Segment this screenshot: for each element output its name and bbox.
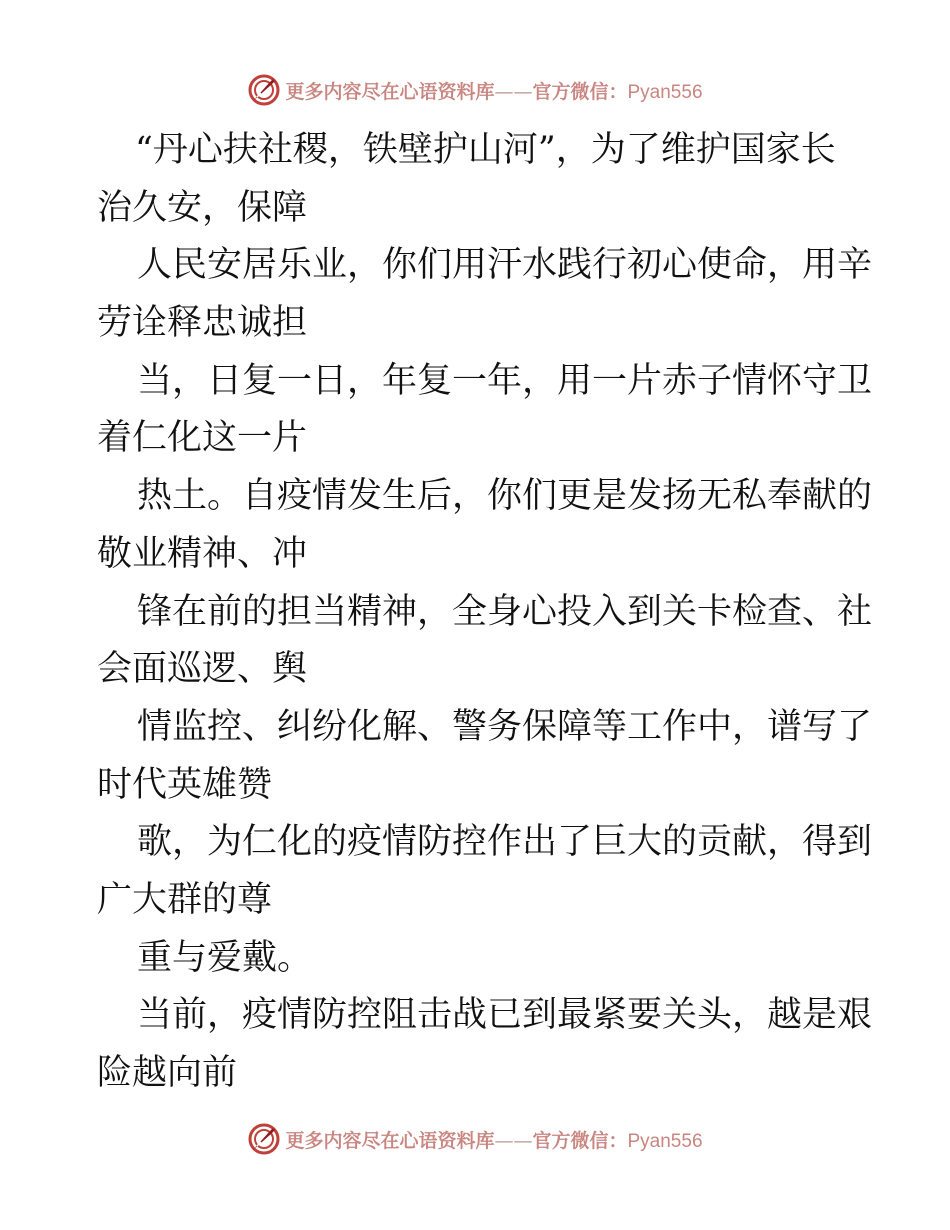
- text-line: 锋在前的担当精神，全身心投入到关卡检查、社: [137, 591, 873, 632]
- footer-watermark: [0, 1121, 950, 1157]
- quill-logo-icon: [247, 1122, 281, 1156]
- text-line: 劳诠释忠诚担: [97, 303, 308, 344]
- text-line: “丹心扶社稷，铁壁护山河”，为了维护国家长: [135, 130, 836, 170]
- text-line: 重与爱戴。: [137, 937, 313, 978]
- quill-logo-icon: [247, 73, 281, 107]
- text-line: 广大群的尊: [97, 879, 273, 920]
- text-line: 热土。自疫情发生后，你们更是发扬无私奉献的: [137, 476, 873, 517]
- header-watermark: [0, 72, 950, 108]
- text-line: 时代英雄赞: [97, 764, 273, 805]
- text-line: 会面巡逻、舆: [97, 649, 308, 690]
- text-line: 歌，为仁化的疫情防控作出了巨大的贡献，得到: [137, 822, 873, 863]
- text-line: 人民安居乐业，你们用汗水践行初心使命，用辛: [137, 245, 873, 286]
- text-line: 险越向前: [97, 1053, 238, 1093]
- text-line: 敬业精神、冲: [97, 533, 308, 574]
- document-body: [97, 122, 873, 1103]
- text-line: 情监控、纠纷化解、警务保障等工作中，谱写了: [137, 706, 873, 747]
- text-line: 着仁化这一片: [97, 418, 308, 459]
- watermark-text: 更多内容尽在心语资料库——官方微信：Pyan556: [285, 1129, 703, 1152]
- text-line: 当，日复一日，年复一年，用一片赤子情怀守卫: [137, 360, 873, 401]
- text-line: 当前，疫情防控阻击战已到最紧要关头，越是艰: [137, 995, 873, 1036]
- text-line: 治久安，保障: [97, 187, 308, 228]
- watermark-text: 更多内容尽在心语资料库——官方微信：Pyan556: [285, 80, 703, 103]
